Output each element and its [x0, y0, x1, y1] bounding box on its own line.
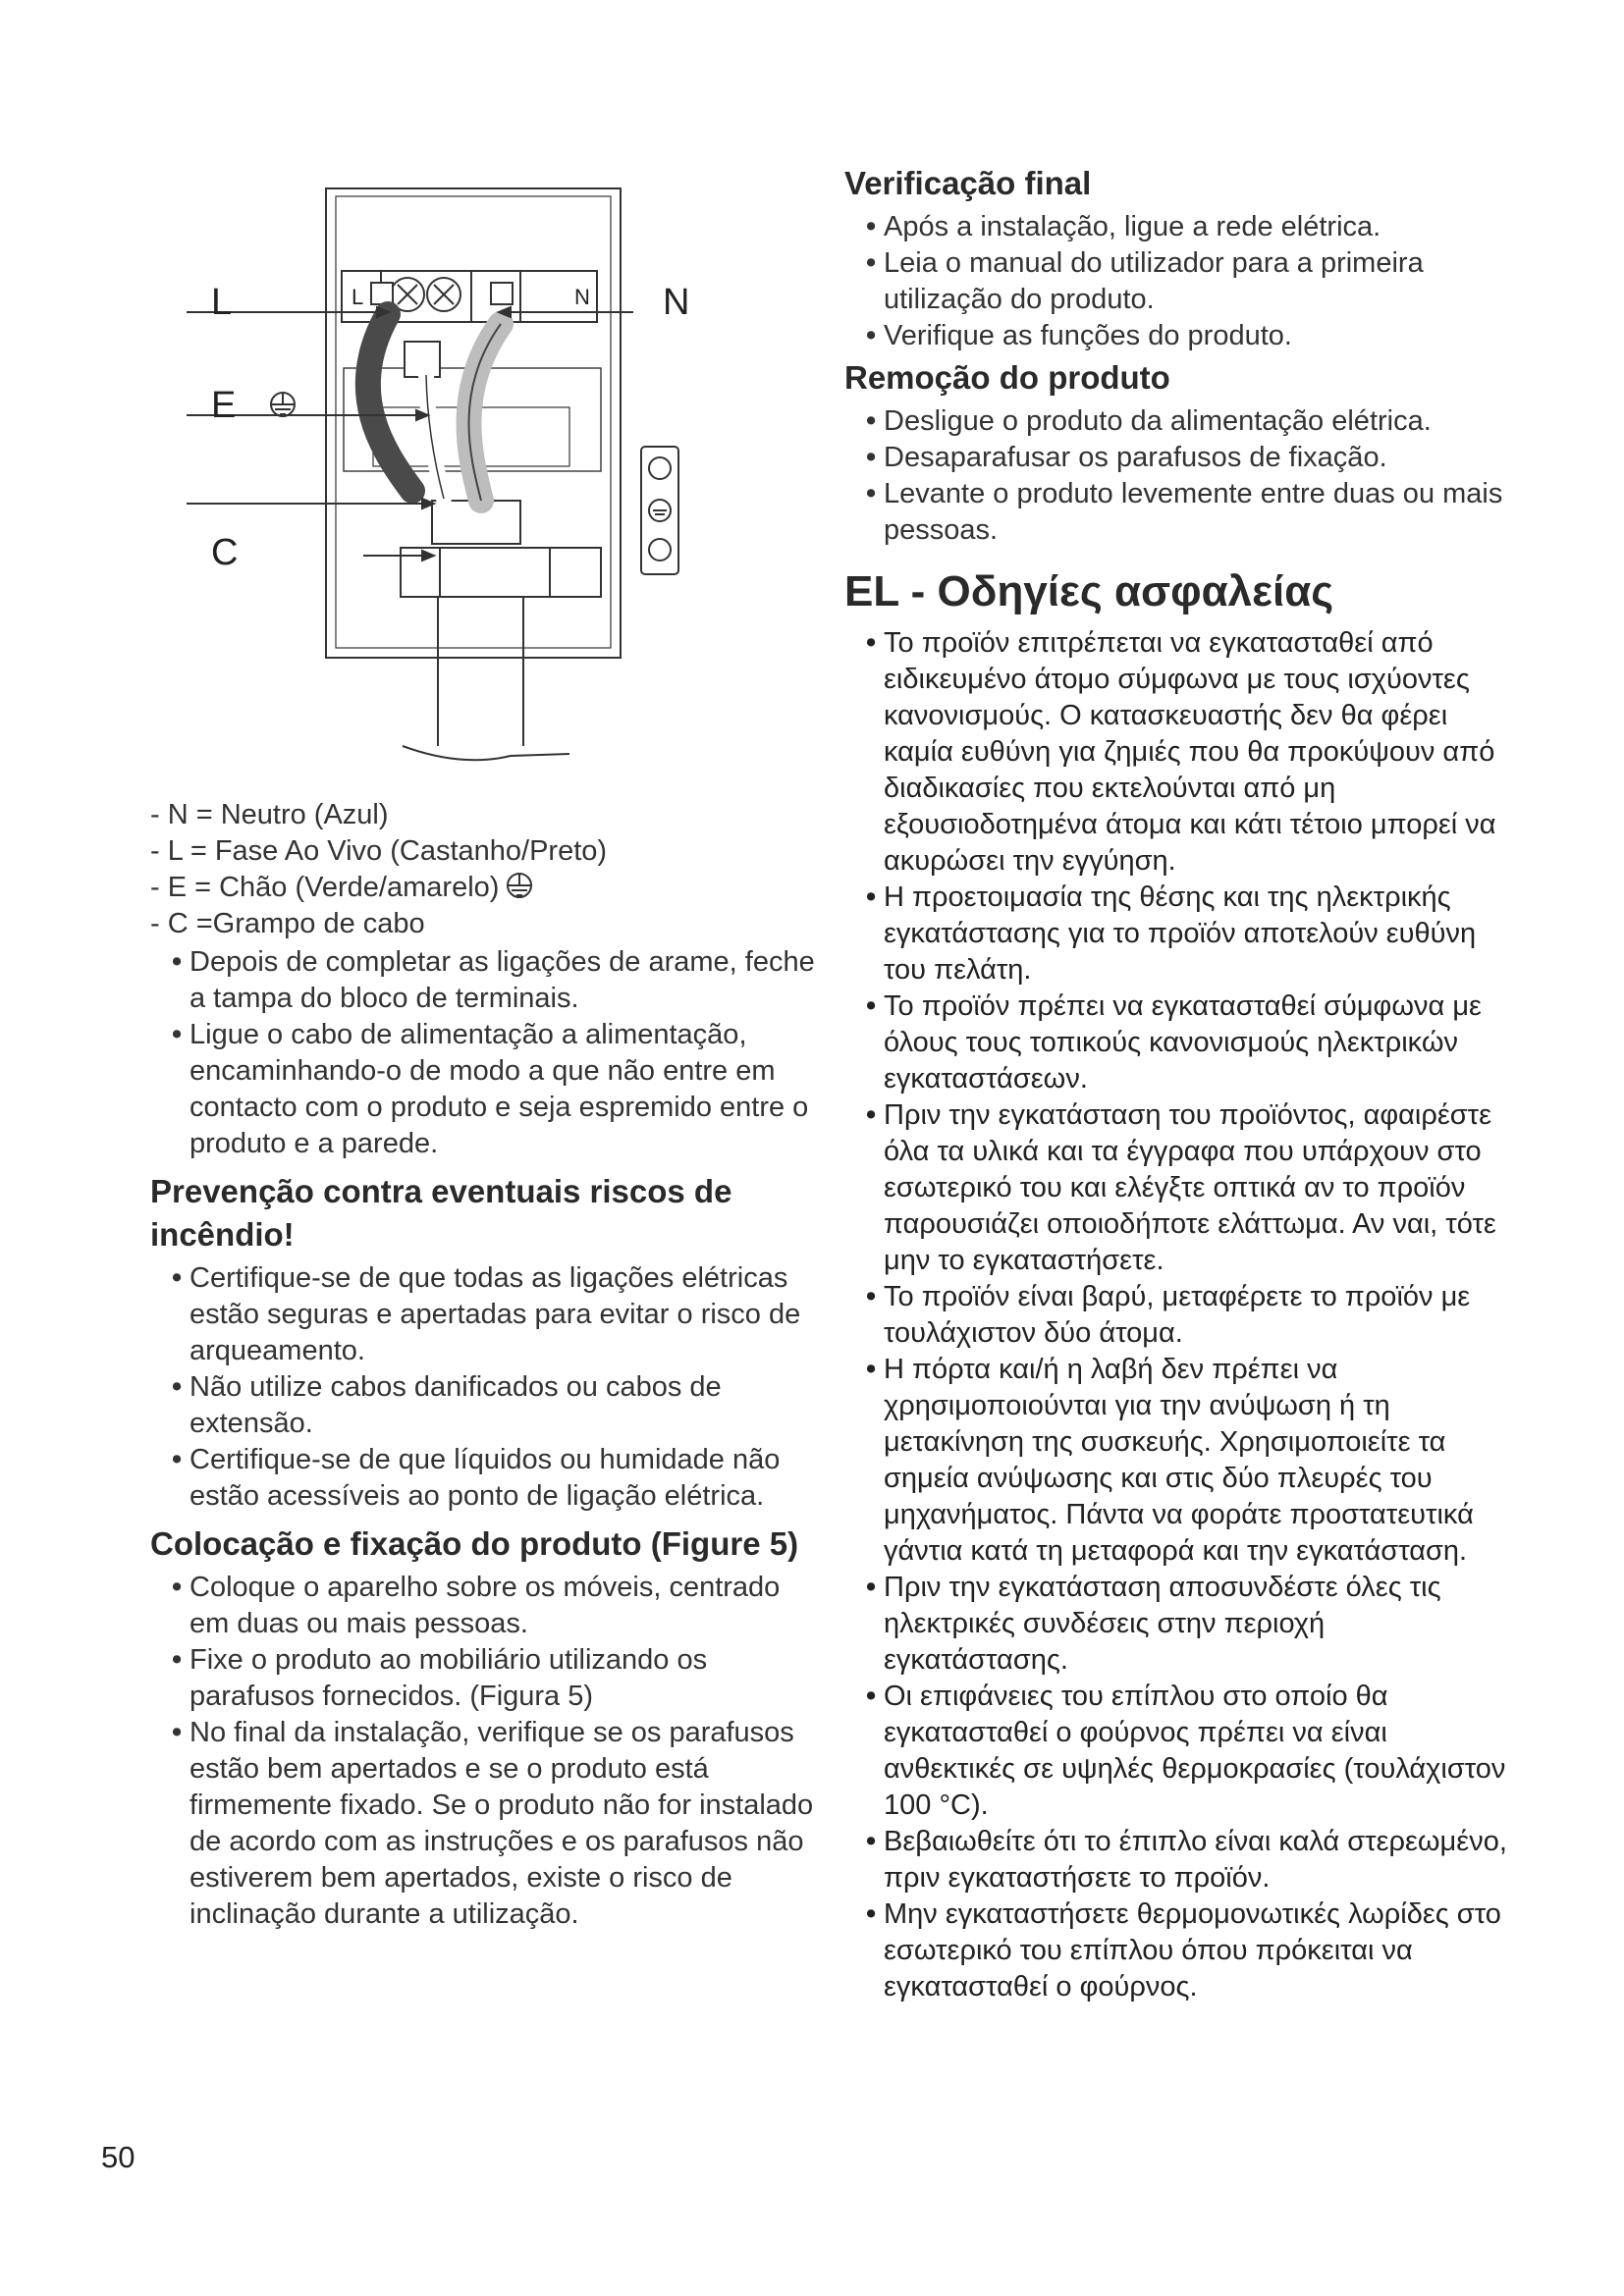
wiring-bullet-list — [150, 944, 818, 1162]
list-item: • Η προετοιμασία της θέσης και της ηλεκτρικής εγκατάστασης για το προϊόν αποτελούν ευθύνη του πελάτη. — [844, 880, 1512, 988]
list-item: • Coloque o aparelho sobre os móveis, centrado em duas ou mais pessoas. — [150, 1570, 818, 1642]
list-item: • Το προϊόν πρέπει να εγκατασταθεί σύμφωνα με όλους τους τοπικούς κανονισμούς ηλεκτρικών εγκαταστάσεων. — [844, 988, 1512, 1097]
list-item: • Certifique-se de que todas as ligações elétricas estão seguras e apertadas para evitar o risco de arqueamento. — [150, 1260, 818, 1369]
list-item: • Βεβαιωθείτε ότι το έπιπλο είναι καλά στερεωμένο, πριν εγκαταστήσετε το προϊόν. — [844, 1824, 1512, 1896]
list-item: • Certifique-se de que líquidos ou humidade não estão acessíveis ao ponto de ligação elétrica. — [150, 1442, 818, 1515]
right-column — [844, 162, 1512, 2005]
placement-heading: Colocação e fixação do produto (Figure 5) — [150, 1525, 799, 1562]
placement-list — [150, 1570, 818, 1933]
label-E: E — [211, 385, 237, 426]
earth-symbol-icon — [505, 871, 534, 900]
list-item: • Depois de completar as ligações de arame, feche a tampa do bloco de terminais. — [150, 944, 818, 1017]
earth-symbol-icon — [271, 393, 295, 416]
removal-heading: Remoção do produto — [844, 359, 1170, 396]
legend-earth-line — [150, 870, 818, 906]
list-item: • Não utilize cabos danificados ou cabos de extensão. — [150, 1369, 818, 1442]
page-number: 50 — [101, 2140, 135, 2174]
greek-safety-list — [844, 625, 1512, 2005]
legend — [150, 797, 818, 942]
fire-prevention-heading: Prevenção contra eventuais riscos de incêndio! — [150, 1173, 732, 1253]
list-item: • Fixe o produto ao mobiliário utilizando os parafusos fornecidos. (Figura 5) — [150, 1642, 818, 1715]
list-item: • Leia o manual do utilizador para a primeira utilização do produto. — [844, 245, 1512, 318]
terminal-label-L: L — [352, 285, 364, 309]
fire-prevention-list — [150, 1260, 818, 1515]
left-column — [150, 797, 818, 1933]
removal-list — [844, 403, 1512, 549]
list-item: • Πριν την εγκατάσταση του προϊόντος, αφαιρέστε όλα τα υλικά και τα έγγραφα που υπάρχουν στο εσωτερικό του και ελέγξτε οπτικά αν το προϊόν παρουσιάζει οποιοδήποτε ελάττωμα. Αν ναι, τότε μην το εγκαταστήσετε. — [844, 1097, 1512, 1279]
list-item: • Το προϊόν είναι βαρύ, μεταφέρετε το προϊόν με τουλάχιστον δύο άτομα. — [844, 1279, 1512, 1352]
list-item: • Ligue o cabo de alimentação a alimentação, encaminhando-o de modo a que não entre em contacto com o produto e seja espremido entre o produto e a parede. — [150, 1017, 818, 1162]
terminal-block-wiring-diagram — [187, 167, 776, 795]
list-item: • Verifique as funções do produto. — [844, 318, 1512, 354]
label-C: C — [211, 532, 239, 573]
list-item: • Desaparafusar os parafusos de fixação. — [844, 440, 1512, 476]
final-check-list — [844, 209, 1512, 354]
legend-clamp: - C =Grampo de cabo — [150, 908, 425, 939]
list-item: • Desligue o produto da alimentação elétrica. — [844, 403, 1512, 440]
label-N: N — [663, 282, 690, 323]
list-item: • Levante o produto levemente entre duas ou mais pessoas. — [844, 476, 1512, 549]
legend-earth: - E = Chão (Verde/amarelo) — [150, 872, 500, 903]
list-item: • Οι επιφάνειες του επίπλου στο οποίο θα εγκατασταθεί ο φούρνος πρέπει να είναι ανθεκτικές σε υψηλές θερμοκρασίες (τουλάχιστον 100 °C). — [844, 1679, 1512, 1824]
list-item: • Το προϊόν επιτρέπεται να εγκατασταθεί από ειδικευμένο άτομο σύμφωνα με τους ισχύοντες κανονισμούς. Ο κατασκευαστής δεν θα φέρει καμία ευθύνη για ζημιές που θα προκύψουν από διαδικασίες που εκτελούνται από μη εξουσιοδοτημένα άτομα και κάτι τέτοιο μπορεί να ακυρώσει την εγγύηση. — [844, 625, 1512, 880]
list-item: • Πριν την εγκατάσταση αποσυνδέστε όλες τις ηλεκτρικές συνδέσεις στην περιοχή εγκατάστασης. — [844, 1570, 1512, 1679]
list-item: • Μην εγκαταστήσετε θερμομονωτικές λωρίδες στο εσωτερικό του επίπλου όπου πρόκειται να εγκατασταθεί ο φούρνος. — [844, 1896, 1512, 2005]
list-item: • Após a instalação, ligue a rede elétrica. — [844, 209, 1512, 245]
legend-live: - L = Fase Ao Vivo (Castanho/Preto) — [150, 835, 608, 867]
earth-wire — [426, 375, 444, 499]
greek-safety-heading: EL - Οδηγίες ασφαλείας — [844, 567, 1334, 615]
list-item: • Η πόρτα και/ή η λαβή δεν πρέπει να χρησιμοποιούνται για την ανύψωση ή τη μετακίνηση της συσκευής. Χρησιμοποιείτε τα σημεία ανύψωσης και στις δύο πλευρές του μηχανήματος. Πάντα να φοράτε προστατευτικά γάντια κατά τη μεταφορά και την εγκατάσταση. — [844, 1352, 1512, 1570]
list-item: • No final da instalação, verifique se os parafusos estão bem apertados e se o produto está firmemente fixado. Se o produto não for instalado de acordo com as instruções e os parafusos não estiverem bem apertados, existe o risco de inclinação durante a utilização. — [150, 1715, 818, 1933]
terminal-label-N: N — [574, 285, 590, 309]
legend-neutral: - N = Neutro (Azul) — [150, 799, 389, 830]
label-L: L — [211, 282, 233, 323]
final-check-heading: Verificação final — [844, 165, 1092, 201]
